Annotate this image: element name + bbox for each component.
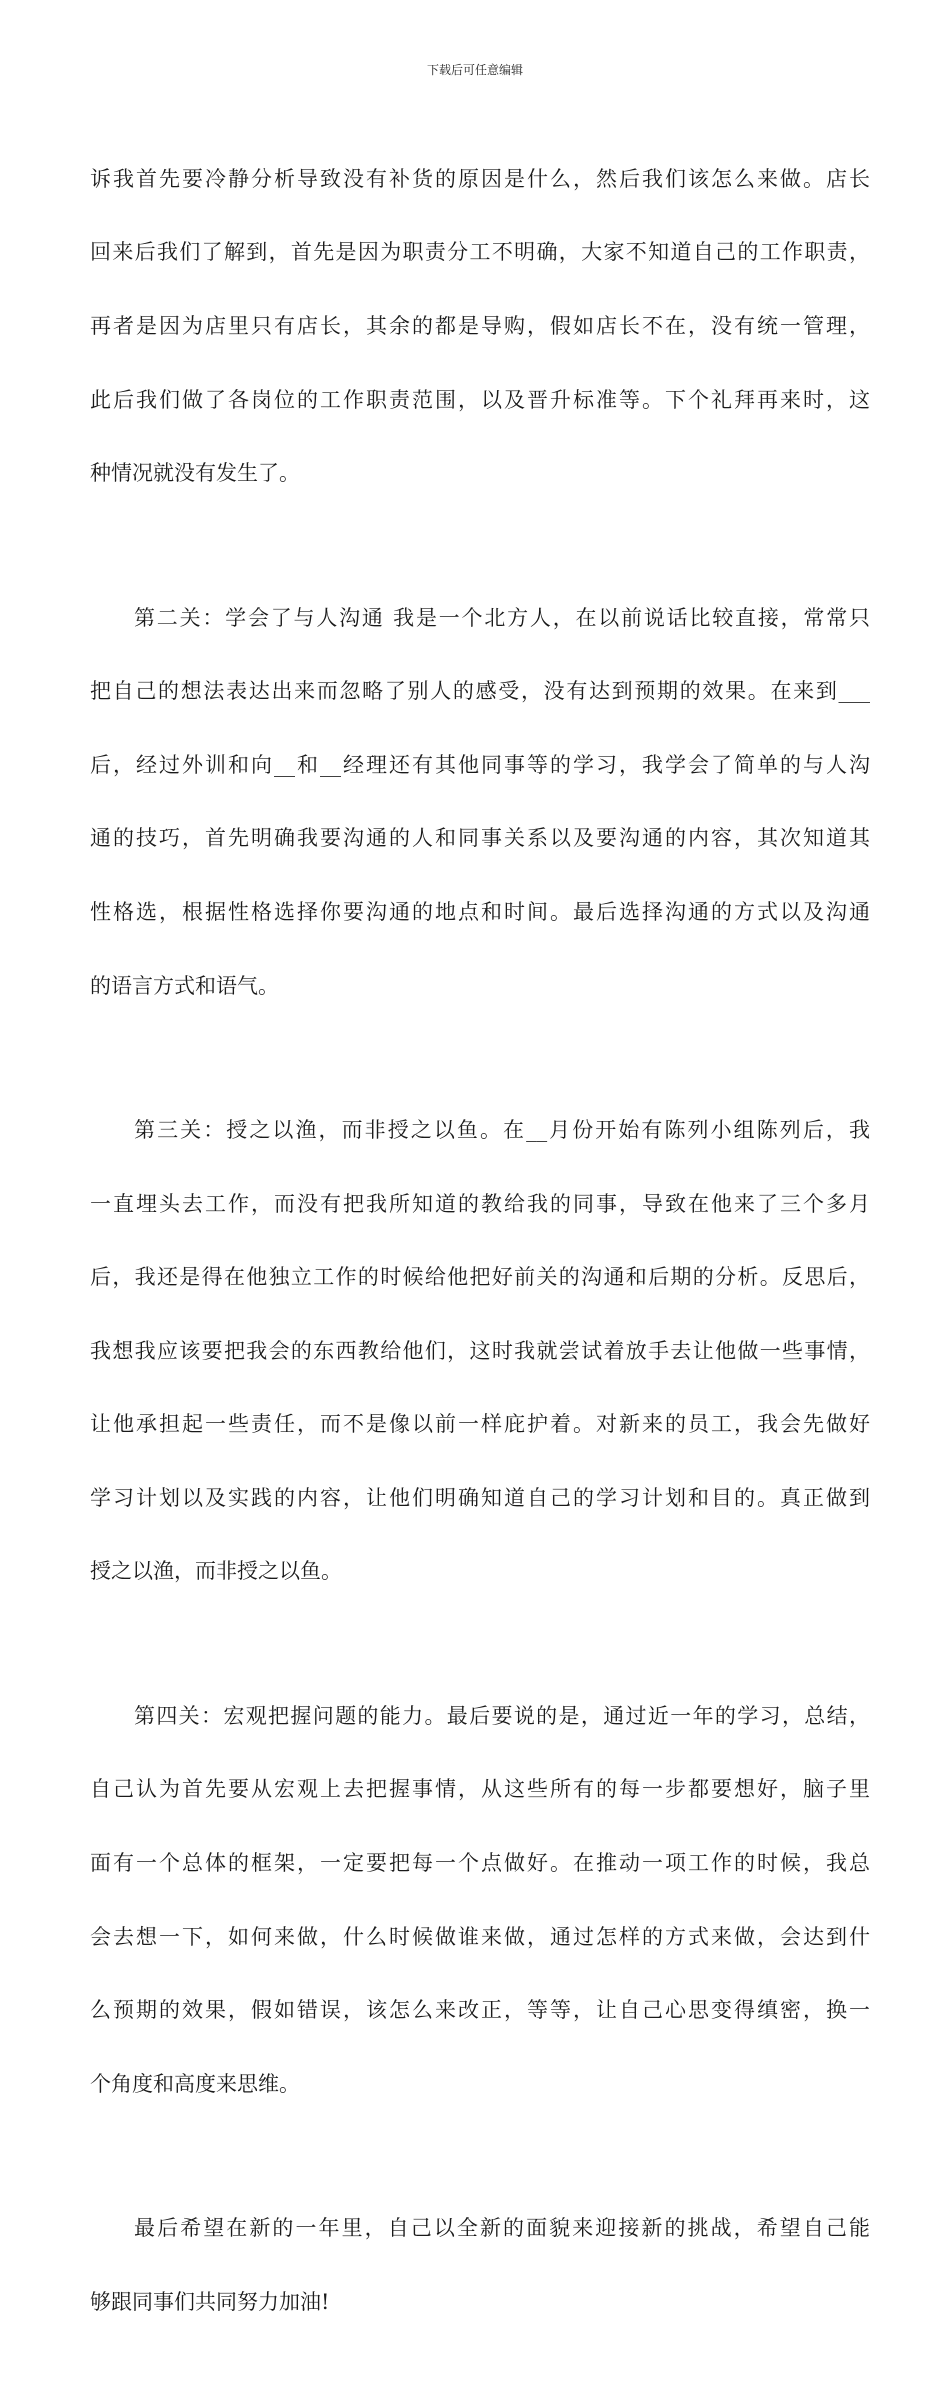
text-line: 的语言方式和语气。 bbox=[90, 973, 279, 998]
paragraph-3 bbox=[90, 1075, 870, 1627]
text-line: 后，我还是得在他独立工作的时候给他把好前关的沟通和后期的分析。反思后， bbox=[90, 1265, 870, 1290]
paragraph-5 bbox=[90, 2173, 870, 2357]
text-line: 此后我们做了各岗位的工作职责范围，以及晋升标准等。下个礼拜再来时，这 bbox=[90, 387, 870, 412]
text-line: 会去想一下，如何来做，什么时候做谁来做，通过怎样的方式来做，会达到什 bbox=[90, 1924, 870, 1949]
text-line: 我想我应该要把我会的东西教给他们，这时我就尝试着放手去让他做一些事情， bbox=[90, 1338, 870, 1363]
text-line: 种情况就没有发生了。 bbox=[90, 461, 300, 486]
text-line: 够跟同事们共同努力加油! bbox=[90, 2289, 330, 2314]
page-header: 下载后可任意编辑 bbox=[426, 63, 523, 77]
text-line: 面有一个总体的框架，一定要把每一个点做好。在推动一项工作的时候，我总 bbox=[90, 1851, 870, 1876]
text-line: 么预期的效果，假如错误，该怎么来改正，等等，让自己心思变得缜密，换一 bbox=[90, 1998, 870, 2023]
paragraph-1 bbox=[90, 124, 870, 529]
text-line: 个角度和高度来思维。 bbox=[90, 2071, 300, 2096]
text-line: 第三关：授之以渔，而非授之以鱼。在__月份开始有陈列小组陈列后，我 bbox=[134, 1117, 870, 1142]
text-line: 通的技巧，首先明确我要沟通的人和同事关系以及要沟通的内容，其次知道其 bbox=[90, 826, 870, 851]
text-line: 诉我首先要冷静分析导致没有补货的原因是什么，然后我们该怎么来做。店长 bbox=[90, 166, 870, 191]
text-line: 再者是因为店里只有店长，其余的都是导购，假如店长不在，没有统一管理， bbox=[90, 313, 870, 338]
text-line: 性格选，根据性格选择你要沟通的地点和时间。最后选择沟通的方式以及沟通 bbox=[90, 899, 870, 924]
text-line: 授之以渔，而非授之以鱼。 bbox=[90, 1559, 342, 1584]
text-line: 后，经过外训和向__和__经理还有其他同事等的学习，我学会了简单的与人沟 bbox=[90, 752, 870, 777]
text-line: 让他承担起一些责任，而不是像以前一样庇护着。对新来的员工，我会先做好 bbox=[90, 1412, 870, 1437]
text-line: 一直埋头去工作，而没有把我所知道的教给我的同事，导致在他来了三个多月 bbox=[90, 1191, 870, 1216]
text-line: 把自己的想法表达出来而忽略了别人的感受，没有达到预期的效果。在来到___ bbox=[90, 679, 870, 704]
text-line: 回来后我们了解到，首先是因为职责分工不明确，大家不知道自己的工作职责， bbox=[90, 240, 870, 265]
paragraph-4 bbox=[90, 1661, 870, 2139]
paragraph-2 bbox=[90, 563, 870, 1041]
text-line: 最后希望在新的一年里，自己以全新的面貌来迎接新的挑战，希望自己能 bbox=[134, 2216, 870, 2241]
document-body bbox=[90, 124, 870, 2391]
text-line: 第四关：宏观把握问题的能力。最后要说的是，通过近一年的学习，总结， bbox=[134, 1703, 870, 1728]
text-line: 学习计划以及实践的内容，让他们明确知道自己的学习计划和目的。真正做到 bbox=[90, 1485, 870, 1510]
text-line: 第二关：学会了与人沟通 我是一个北方人，在以前说话比较直接，常常只 bbox=[134, 605, 870, 630]
text-line: 自己认为首先要从宏观上去把握事情，从这些所有的每一步都要想好，脑子里 bbox=[90, 1777, 870, 1802]
